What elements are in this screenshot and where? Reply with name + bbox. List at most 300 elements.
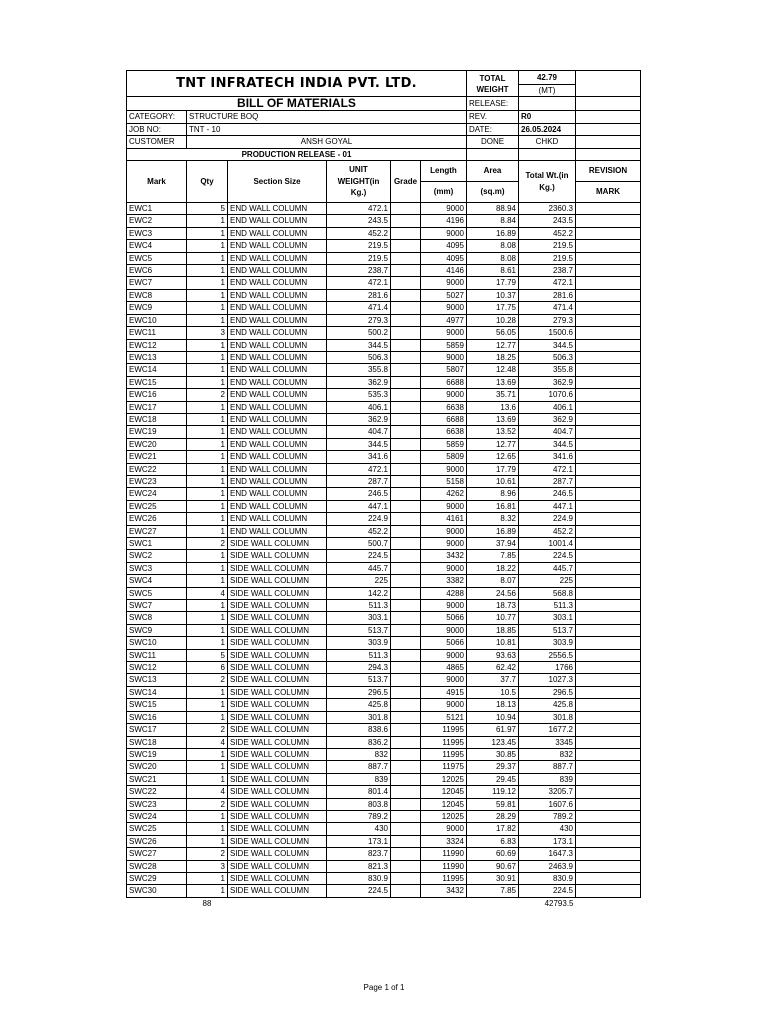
cell-unit-weight: 803.8 xyxy=(327,798,391,810)
cell-unit-weight: 452.2 xyxy=(327,525,391,537)
cell-length: 9000 xyxy=(421,525,467,537)
cell-section: END WALL COLUMN xyxy=(228,451,327,463)
cell-unit-weight: 303.9 xyxy=(327,637,391,649)
cell-mark: SWC25 xyxy=(127,823,187,835)
cell-unit-weight: 445.7 xyxy=(327,562,391,574)
cell-total-wt: 279.3 xyxy=(519,314,576,326)
cell-length: 4288 xyxy=(421,587,467,599)
cell-grade xyxy=(391,649,421,661)
col-unit-weight-line2: WEIGHT(in xyxy=(337,176,380,186)
cell-mark: EWC18 xyxy=(127,413,187,425)
cell-mark: SWC13 xyxy=(127,674,187,686)
cell-mark: SWC21 xyxy=(127,773,187,785)
cell-total-wt: 3205.7 xyxy=(519,786,576,798)
table-row xyxy=(127,389,641,401)
cell-area: 8.84 xyxy=(467,215,519,227)
cell-unit-weight: 789.2 xyxy=(327,810,391,822)
cell-qty: 1 xyxy=(187,227,228,239)
cell-mark: EWC13 xyxy=(127,351,187,363)
cell-length: 12045 xyxy=(421,798,467,810)
cell-area: 123.45 xyxy=(467,736,519,748)
cell-section: SIDE WALL COLUMN xyxy=(228,600,327,612)
cell-area: 37.94 xyxy=(467,538,519,550)
cell-unit-weight: 506.3 xyxy=(327,351,391,363)
cell-revision xyxy=(576,810,641,822)
cell-qty: 1 xyxy=(187,699,228,711)
cell-revision xyxy=(576,265,641,277)
cell-grade xyxy=(391,339,421,351)
cell-total-wt: 246.5 xyxy=(519,488,576,500)
cell-area: 17.82 xyxy=(467,823,519,835)
cell-length: 11995 xyxy=(421,748,467,760)
cell-total-wt: 219.5 xyxy=(519,240,576,252)
cell-section: SIDE WALL COLUMN xyxy=(228,562,327,574)
table-row xyxy=(127,401,641,413)
cell-revision xyxy=(576,786,641,798)
cell-mark: SWC7 xyxy=(127,600,187,612)
cell-grade xyxy=(391,810,421,822)
cell-unit-weight: 471.4 xyxy=(327,302,391,314)
cell-total-wt: 219.5 xyxy=(519,252,576,264)
cell-area: 18.85 xyxy=(467,624,519,636)
cell-total-wt: 303.1 xyxy=(519,612,576,624)
cell-mark: SWC8 xyxy=(127,612,187,624)
cell-grade xyxy=(391,265,421,277)
table-row xyxy=(127,339,641,351)
cell-area: 88.94 xyxy=(467,203,519,215)
date-label: DATE: xyxy=(467,123,519,135)
cell-total-wt: 452.2 xyxy=(519,525,576,537)
cell-revision xyxy=(576,550,641,562)
cell-revision xyxy=(576,724,641,736)
cell-unit-weight: 294.3 xyxy=(327,662,391,674)
cell-qty: 4 xyxy=(187,736,228,748)
cell-unit-weight: 219.5 xyxy=(327,240,391,252)
cell-section: SIDE WALL COLUMN xyxy=(228,686,327,698)
table-row xyxy=(127,302,641,314)
table-row xyxy=(127,798,641,810)
cell-length: 9000 xyxy=(421,649,467,661)
cell-qty: 1 xyxy=(187,686,228,698)
table-row xyxy=(127,612,641,624)
cell-mark: EWC15 xyxy=(127,376,187,388)
cell-area: 6.83 xyxy=(467,835,519,847)
cell-grade xyxy=(391,662,421,674)
cell-qty: 1 xyxy=(187,351,228,363)
cell-length: 4095 xyxy=(421,252,467,264)
cell-mark: SWC9 xyxy=(127,624,187,636)
table-row xyxy=(127,575,641,587)
cell-total-wt: 506.3 xyxy=(519,351,576,363)
cell-total-wt: 303.9 xyxy=(519,637,576,649)
rev-value: R0 xyxy=(519,111,576,123)
done-label: DONE xyxy=(467,136,519,148)
cell-area: 30.91 xyxy=(467,872,519,884)
cell-qty: 1 xyxy=(187,810,228,822)
cell-total-wt: 832 xyxy=(519,748,576,760)
cell-length: 4146 xyxy=(421,265,467,277)
col-unit-weight-line1: UNIT xyxy=(349,165,368,175)
cell-area: 10.5 xyxy=(467,686,519,698)
cell-grade xyxy=(391,289,421,301)
cell-total-wt: 472.1 xyxy=(519,277,576,289)
cell-section: SIDE WALL COLUMN xyxy=(228,761,327,773)
cell-qty: 1 xyxy=(187,500,228,512)
cell-unit-weight: 447.1 xyxy=(327,500,391,512)
cell-mark: EWC14 xyxy=(127,364,187,376)
cell-qty: 1 xyxy=(187,265,228,277)
cell-total-wt: 1766 xyxy=(519,662,576,674)
cell-grade xyxy=(391,475,421,487)
table-row xyxy=(127,562,641,574)
table-row xyxy=(127,475,641,487)
cell-length: 3432 xyxy=(421,550,467,562)
cell-qty: 1 xyxy=(187,761,228,773)
cell-grade xyxy=(391,252,421,264)
cell-revision xyxy=(576,451,641,463)
cell-section: SIDE WALL COLUMN xyxy=(228,711,327,723)
cell-unit-weight: 281.6 xyxy=(327,289,391,301)
cell-area: 60.69 xyxy=(467,848,519,860)
cell-mark: EWC6 xyxy=(127,265,187,277)
cell-grade xyxy=(391,686,421,698)
cell-grade xyxy=(391,600,421,612)
cell-grade xyxy=(391,835,421,847)
cell-qty: 1 xyxy=(187,252,228,264)
cell-section: SIDE WALL COLUMN xyxy=(228,662,327,674)
col-revision: REVISION xyxy=(576,161,641,182)
table-row xyxy=(127,364,641,376)
cell-revision xyxy=(576,351,641,363)
table-row xyxy=(127,649,641,661)
prod-blank-3 xyxy=(576,148,641,160)
cell-grade xyxy=(391,426,421,438)
cell-unit-weight: 225 xyxy=(327,575,391,587)
cell-unit-weight: 246.5 xyxy=(327,488,391,500)
cell-area: 29.37 xyxy=(467,761,519,773)
cell-revision xyxy=(576,513,641,525)
cell-total-wt: 445.7 xyxy=(519,562,576,574)
cell-qty: 4 xyxy=(187,587,228,599)
cell-qty: 1 xyxy=(187,438,228,450)
cell-section: END WALL COLUMN xyxy=(228,314,327,326)
cell-mark: EWC24 xyxy=(127,488,187,500)
cell-unit-weight: 511.3 xyxy=(327,600,391,612)
cell-section: END WALL COLUMN xyxy=(228,289,327,301)
cell-length: 9000 xyxy=(421,203,467,215)
table-row xyxy=(127,600,641,612)
cell-revision xyxy=(576,463,641,475)
cell-revision xyxy=(576,600,641,612)
cell-grade xyxy=(391,525,421,537)
cell-section: END WALL COLUMN xyxy=(228,364,327,376)
cell-revision xyxy=(576,736,641,748)
col-area-unit: (sq.m) xyxy=(467,182,519,203)
totals-blank-2 xyxy=(228,897,327,909)
cell-unit-weight: 472.1 xyxy=(327,277,391,289)
cell-revision xyxy=(576,203,641,215)
cell-unit-weight: 355.8 xyxy=(327,364,391,376)
cell-section: SIDE WALL COLUMN xyxy=(228,835,327,847)
cell-section: SIDE WALL COLUMN xyxy=(228,823,327,835)
table-row xyxy=(127,885,641,897)
cell-section: END WALL COLUMN xyxy=(228,351,327,363)
cell-total-wt: 1607.6 xyxy=(519,798,576,810)
cell-mark: SWC17 xyxy=(127,724,187,736)
cell-section: SIDE WALL COLUMN xyxy=(228,674,327,686)
cell-revision xyxy=(576,500,641,512)
cell-revision xyxy=(576,240,641,252)
col-total-wt xyxy=(519,161,576,203)
cell-qty: 1 xyxy=(187,215,228,227)
cell-qty: 2 xyxy=(187,538,228,550)
cell-unit-weight: 887.7 xyxy=(327,761,391,773)
release-value xyxy=(519,97,576,111)
job-label: JOB NO: xyxy=(127,123,187,135)
cell-unit-weight: 362.9 xyxy=(327,413,391,425)
cell-mark: EWC17 xyxy=(127,401,187,413)
cell-grade xyxy=(391,761,421,773)
cell-length: 9000 xyxy=(421,302,467,314)
cell-grade xyxy=(391,736,421,748)
cell-length: 12025 xyxy=(421,773,467,785)
cell-revision xyxy=(576,426,641,438)
cell-length: 12045 xyxy=(421,786,467,798)
cell-section: END WALL COLUMN xyxy=(228,525,327,537)
cell-qty: 1 xyxy=(187,277,228,289)
cell-area: 8.07 xyxy=(467,575,519,587)
cell-area: 8.08 xyxy=(467,240,519,252)
cell-grade xyxy=(391,538,421,550)
cell-area: 8.32 xyxy=(467,513,519,525)
cell-total-wt: 452.2 xyxy=(519,227,576,239)
cell-qty: 1 xyxy=(187,711,228,723)
cell-area: 119.12 xyxy=(467,786,519,798)
cell-section: END WALL COLUMN xyxy=(228,227,327,239)
cell-mark: SWC1 xyxy=(127,538,187,550)
cell-unit-weight: 500.2 xyxy=(327,327,391,339)
cell-qty: 1 xyxy=(187,872,228,884)
cell-unit-weight: 296.5 xyxy=(327,686,391,698)
cell-total-wt: 472.1 xyxy=(519,463,576,475)
cell-revision xyxy=(576,848,641,860)
table-row xyxy=(127,848,641,860)
cell-unit-weight: 430 xyxy=(327,823,391,835)
cell-mark: SWC15 xyxy=(127,699,187,711)
cell-total-wt: 789.2 xyxy=(519,810,576,822)
table-row xyxy=(127,637,641,649)
cell-section: END WALL COLUMN xyxy=(228,339,327,351)
page-number: Page 1 of 1 xyxy=(363,983,405,992)
cell-grade xyxy=(391,302,421,314)
cell-grade xyxy=(391,451,421,463)
cell-qty: 1 xyxy=(187,624,228,636)
cell-length: 9000 xyxy=(421,389,467,401)
cell-length: 11995 xyxy=(421,724,467,736)
cell-revision xyxy=(576,277,641,289)
cell-total-wt: 355.8 xyxy=(519,364,576,376)
table-row xyxy=(127,773,641,785)
cell-total-wt: 568.8 xyxy=(519,587,576,599)
cell-length: 9000 xyxy=(421,699,467,711)
cell-qty: 2 xyxy=(187,389,228,401)
cell-grade xyxy=(391,488,421,500)
cell-mark: EWC26 xyxy=(127,513,187,525)
cell-revision xyxy=(576,748,641,760)
cell-section: SIDE WALL COLUMN xyxy=(228,885,327,897)
cell-revision xyxy=(576,562,641,574)
cell-mark: SWC10 xyxy=(127,637,187,649)
cell-grade xyxy=(391,786,421,798)
cell-total-wt: 224.5 xyxy=(519,550,576,562)
cell-unit-weight: 224.5 xyxy=(327,885,391,897)
cell-total-wt: 344.5 xyxy=(519,339,576,351)
cell-revision xyxy=(576,438,641,450)
cell-qty: 1 xyxy=(187,314,228,326)
cell-section: SIDE WALL COLUMN xyxy=(228,860,327,872)
cell-unit-weight: 224.9 xyxy=(327,513,391,525)
cell-area: 17.75 xyxy=(467,302,519,314)
cell-area: 10.37 xyxy=(467,289,519,301)
cell-section: SIDE WALL COLUMN xyxy=(228,872,327,884)
cell-unit-weight: 801.4 xyxy=(327,786,391,798)
col-length-unit: (mm) xyxy=(421,182,467,203)
cell-length: 5066 xyxy=(421,637,467,649)
cell-qty: 5 xyxy=(187,203,228,215)
cell-grade xyxy=(391,215,421,227)
cell-unit-weight: 224.5 xyxy=(327,550,391,562)
cell-length: 5859 xyxy=(421,438,467,450)
cell-grade xyxy=(391,314,421,326)
cell-unit-weight: 219.5 xyxy=(327,252,391,264)
cell-length: 5158 xyxy=(421,475,467,487)
cell-mark: SWC30 xyxy=(127,885,187,897)
cell-qty: 1 xyxy=(187,513,228,525)
cell-mark: EWC2 xyxy=(127,215,187,227)
cell-grade xyxy=(391,364,421,376)
totals-total-wt: 42793.5 xyxy=(544,898,574,908)
cell-area: 10.61 xyxy=(467,475,519,487)
cell-mark: SWC22 xyxy=(127,786,187,798)
cell-length: 9000 xyxy=(421,562,467,574)
table-row xyxy=(127,538,641,550)
cell-length: 3324 xyxy=(421,835,467,847)
cell-unit-weight: 513.7 xyxy=(327,624,391,636)
cell-unit-weight: 830.9 xyxy=(327,872,391,884)
cell-grade xyxy=(391,624,421,636)
cell-grade xyxy=(391,227,421,239)
cell-total-wt: 1001.4 xyxy=(519,538,576,550)
table-row xyxy=(127,711,641,723)
col-unit-weight-line3: Kg.) xyxy=(350,188,367,198)
cell-unit-weight: 832 xyxy=(327,748,391,760)
cell-section: END WALL COLUMN xyxy=(228,463,327,475)
cell-revision xyxy=(576,587,641,599)
cell-unit-weight: 425.8 xyxy=(327,699,391,711)
cell-grade xyxy=(391,748,421,760)
cell-total-wt: 1647.3 xyxy=(519,848,576,860)
cell-grade xyxy=(391,823,421,835)
cell-total-wt: 430 xyxy=(519,823,576,835)
cell-grade xyxy=(391,438,421,450)
cell-revision xyxy=(576,835,641,847)
cell-grade xyxy=(391,773,421,785)
table-row xyxy=(127,786,641,798)
cell-section: SIDE WALL COLUMN xyxy=(228,786,327,798)
total-weight-label xyxy=(467,71,519,97)
cell-qty: 2 xyxy=(187,724,228,736)
cell-grade xyxy=(391,699,421,711)
cell-revision xyxy=(576,252,641,264)
cell-mark: SWC19 xyxy=(127,748,187,760)
table-row xyxy=(127,413,641,425)
cell-revision xyxy=(576,401,641,413)
cell-area: 10.81 xyxy=(467,637,519,649)
cell-mark: SWC2 xyxy=(127,550,187,562)
cell-unit-weight: 341.6 xyxy=(327,451,391,463)
cell-section: SIDE WALL COLUMN xyxy=(228,724,327,736)
cell-total-wt: 296.5 xyxy=(519,686,576,698)
col-section-size: Section Size xyxy=(228,161,327,203)
cell-length: 5809 xyxy=(421,451,467,463)
release-blank xyxy=(576,97,641,111)
date-blank xyxy=(576,123,641,135)
cell-total-wt: 362.9 xyxy=(519,376,576,388)
cell-qty: 1 xyxy=(187,835,228,847)
cell-mark: SWC26 xyxy=(127,835,187,847)
total-weight-unit: (MT) xyxy=(519,85,576,97)
cell-grade xyxy=(391,885,421,897)
cell-unit-weight: 823.7 xyxy=(327,848,391,860)
cell-grade xyxy=(391,872,421,884)
cell-length: 11990 xyxy=(421,860,467,872)
cell-qty: 1 xyxy=(187,600,228,612)
cell-grade xyxy=(391,860,421,872)
cell-area: 28.29 xyxy=(467,810,519,822)
cell-qty: 1 xyxy=(187,637,228,649)
table-row xyxy=(127,699,641,711)
cell-unit-weight: 287.7 xyxy=(327,475,391,487)
cell-revision xyxy=(576,413,641,425)
cell-total-wt: 471.4 xyxy=(519,302,576,314)
cell-revision xyxy=(576,314,641,326)
cell-total-wt: 281.6 xyxy=(519,289,576,301)
cell-section: END WALL COLUMN xyxy=(228,475,327,487)
cell-grade xyxy=(391,327,421,339)
cell-area: 13.52 xyxy=(467,426,519,438)
cell-total-wt: 513.7 xyxy=(519,624,576,636)
cell-revision xyxy=(576,389,641,401)
cell-section: END WALL COLUMN xyxy=(228,376,327,388)
table-row xyxy=(127,513,641,525)
prod-blank-1 xyxy=(467,148,519,160)
cell-section: END WALL COLUMN xyxy=(228,426,327,438)
cell-qty: 1 xyxy=(187,488,228,500)
cell-total-wt: 406.1 xyxy=(519,401,576,413)
table-row xyxy=(127,823,641,835)
cell-qty: 1 xyxy=(187,550,228,562)
cell-qty: 1 xyxy=(187,525,228,537)
cell-qty: 1 xyxy=(187,289,228,301)
cell-revision xyxy=(576,711,641,723)
cell-length: 5066 xyxy=(421,612,467,624)
table-row xyxy=(127,624,641,636)
cell-area: 59.81 xyxy=(467,798,519,810)
cell-mark: SWC27 xyxy=(127,848,187,860)
cell-area: 30.85 xyxy=(467,748,519,760)
cell-mark: EWC9 xyxy=(127,302,187,314)
cell-grade xyxy=(391,463,421,475)
